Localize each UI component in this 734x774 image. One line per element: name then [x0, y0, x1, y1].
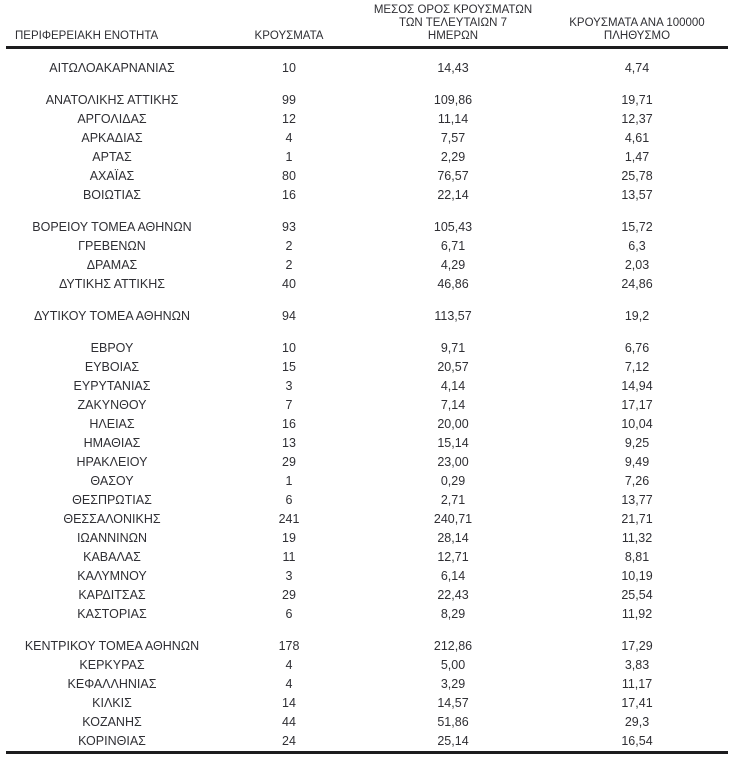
region-name-cell: ΔΡΑΜΑΣ: [86, 258, 138, 272]
per100k-cell: 14,94: [621, 379, 653, 393]
table-row: [6, 637, 728, 656]
header-row: [6, 4, 728, 48]
region-name-cell: ΔΥΤΙΚΗΣ ΑΤΤΙΚΗΣ: [59, 277, 165, 291]
region-name-cell: ΑΡΚΑΔΙΑΣ: [81, 131, 143, 145]
header-line: ΚΡΟΥΣΜΑΤΑ ΑΝΑ 100000: [569, 17, 705, 29]
region-name-cell: ΚΑΡΔΙΤΣΑΣ: [78, 588, 146, 602]
region-name-cell: ΗΜΑΘΙΑΣ: [83, 436, 141, 450]
cases-cell: 4: [285, 131, 293, 145]
cases-cell: 4: [285, 677, 293, 691]
cases-cell: 19: [282, 531, 296, 545]
table-row: [6, 415, 728, 434]
table-row: [6, 129, 728, 148]
table-row: [6, 237, 728, 256]
avg7-cell: 14,57: [437, 696, 469, 710]
cases-cell: 10: [282, 61, 296, 75]
header-line: ΜΕΣΟΣ ΟΡΟΣ ΚΡΟΥΣΜΑΤΩΝ: [373, 4, 533, 16]
region-name-cell: ΚΟΖΑΝΗΣ: [82, 715, 142, 729]
cases-cell: 14: [282, 696, 296, 710]
column-header-region: ΠΕΡΙΦΕΡΕΙΑΚΗ ΕΝΟΤΗΤΑ: [6, 4, 218, 48]
table-row: [6, 694, 728, 713]
table-row: [6, 434, 728, 453]
region-name-cell: ΒΟΡΕΙΟΥ ΤΟΜΕΑ ΑΘΗΝΩΝ: [32, 220, 192, 234]
per100k-cell: 11,32: [621, 531, 653, 545]
avg7-cell: 9,71: [440, 341, 466, 355]
region-name-cell: ΚΙΛΚΙΣ: [92, 696, 132, 710]
cases-cell: 16: [282, 188, 296, 202]
region-name-cell: ΒΟΙΩΤΙΑΣ: [82, 188, 142, 202]
header-line: ΤΩΝ ΤΕΛΕΥΤΑΙΩΝ 7: [399, 17, 507, 29]
group-gap: [6, 294, 728, 307]
region-name-cell: ΗΡΑΚΛΕΙΟΥ: [76, 455, 148, 469]
group-gap: [6, 326, 728, 339]
table-row: [6, 396, 728, 415]
cases-cell: 11: [282, 550, 296, 564]
group-gap: [6, 205, 728, 218]
region-name-cell: ΚΟΡΙΝΘΙΑΣ: [78, 734, 146, 748]
per100k-cell: 15,72: [621, 220, 653, 234]
avg7-cell: 20,00: [437, 417, 469, 431]
cases-cell: 4: [285, 658, 293, 672]
region-name-cell: ΖΑΚΥΝΘΟΥ: [77, 398, 147, 412]
cases-cell: 44: [282, 715, 296, 729]
avg7-cell: 6,14: [440, 569, 466, 583]
table-row: [6, 713, 728, 732]
avg7-cell: 12,71: [437, 550, 469, 564]
avg7-cell: 109,86: [433, 93, 473, 107]
cases-cell: 24: [282, 734, 296, 748]
table-row: [6, 548, 728, 567]
region-name-cell: ΑΝΑΤΟΛΙΚΗΣ ΑΤΤΙΚΗΣ: [45, 93, 179, 107]
region-name-cell: ΗΛΕΙΑΣ: [89, 417, 135, 431]
region-name-cell: ΑΙΤΩΛΟΑΚΑΡΝΑΝΙΑΣ: [49, 61, 175, 75]
avg7-cell: 113,57: [434, 309, 472, 323]
per100k-cell: 24,86: [621, 277, 653, 291]
per100k-cell: 9,49: [624, 455, 650, 469]
avg7-cell: 8,29: [440, 607, 466, 621]
table-row: [6, 307, 728, 326]
per100k-cell: 13,57: [621, 188, 653, 202]
column-header-7day-average: [360, 4, 546, 48]
per100k-cell: 10,04: [621, 417, 653, 431]
avg7-cell: 2,71: [440, 493, 466, 507]
region-name-cell: ΙΩΑΝΝΙΝΩΝ: [76, 531, 148, 545]
region-name-cell: ΑΡΓΟΛΙΔΑΣ: [77, 112, 147, 126]
per100k-cell: 12,37: [621, 112, 653, 126]
cases-cell: 6: [285, 493, 293, 507]
avg7-cell: 5,00: [440, 658, 466, 672]
cases-cell: 6: [285, 607, 293, 621]
table-body: [6, 48, 728, 753]
per100k-cell: 8,81: [624, 550, 650, 564]
avg7-cell: 28,14: [437, 531, 469, 545]
table-row: [6, 167, 728, 186]
table-row: [6, 339, 728, 358]
cases-cell: 29: [282, 455, 296, 469]
cases-cell: 3: [285, 379, 293, 393]
region-name-cell: ΕΒΡΟΥ: [90, 341, 134, 355]
table-row: [6, 59, 728, 78]
region-name-cell: ΕΥΒΟΙΑΣ: [84, 360, 140, 374]
table-row: [6, 377, 728, 396]
cases-cell: 94: [282, 309, 296, 323]
avg7-cell: 23,00: [437, 455, 469, 469]
cases-cell: 10: [282, 341, 296, 355]
per100k-cell: 9,25: [624, 436, 650, 450]
per100k-cell: 7,26: [624, 474, 650, 488]
avg7-cell: 20,57: [437, 360, 469, 374]
cases-cell: 40: [282, 277, 296, 291]
avg7-cell: 105,43: [433, 220, 473, 234]
table-row: [6, 732, 728, 753]
table-row: [6, 91, 728, 110]
table-row: [6, 256, 728, 275]
column-header-cases: ΚΡΟΥΣΜΑΤΑ: [218, 4, 360, 48]
per100k-cell: 13,77: [621, 493, 653, 507]
avg7-cell: 6,71: [440, 239, 466, 253]
cases-cell: 178: [278, 639, 300, 653]
cases-cell: 13: [282, 436, 296, 450]
header-line: ΠΛΗΘΥΣΜΟ: [603, 30, 671, 42]
table-row: [6, 275, 728, 294]
table-row: [6, 453, 728, 472]
cases-cell: 2: [285, 258, 293, 272]
table-row: [6, 675, 728, 694]
cases-cell: 29: [282, 588, 296, 602]
per100k-cell: 17,17: [621, 398, 653, 412]
table-row: [6, 605, 728, 624]
avg7-cell: 76,57: [437, 169, 469, 183]
table-row: [6, 148, 728, 167]
per100k-cell: 17,41: [621, 696, 653, 710]
cases-cell: 80: [282, 169, 296, 183]
per100k-cell: 6,76: [624, 341, 650, 355]
table-row: [6, 529, 728, 548]
table-header: [6, 4, 728, 48]
cases-cell: 93: [282, 220, 296, 234]
table-row: [6, 586, 728, 605]
region-name-cell: ΘΕΣΠΡΩΤΙΑΣ: [72, 493, 152, 507]
per100k-cell: 19,71: [621, 93, 653, 107]
per100k-cell: 3,83: [624, 658, 650, 672]
region-name-cell: ΑΧΑΪΑΣ: [89, 169, 135, 183]
per100k-cell: 6,3: [628, 239, 646, 253]
avg7-cell: 0,29: [440, 474, 466, 488]
region-name-cell: ΚΑΣΤΟΡΙΑΣ: [77, 607, 147, 621]
region-name-cell: ΚΑΒΑΛΑΣ: [83, 550, 141, 564]
per100k-cell: 29,3: [624, 715, 650, 729]
avg7-cell: 51,86: [437, 715, 469, 729]
table-row: [6, 510, 728, 529]
avg7-cell: 212,86: [433, 639, 473, 653]
avg7-cell: 3,29: [440, 677, 466, 691]
avg7-cell: 4,29: [440, 258, 466, 272]
group-gap: [6, 624, 728, 637]
cases-cell: 1: [285, 150, 293, 164]
per100k-cell: 19,2: [624, 309, 650, 323]
per100k-cell: 11,92: [621, 607, 653, 621]
header-line: ΗΜΕΡΩΝ: [427, 30, 479, 42]
table-row: [6, 186, 728, 205]
per100k-cell: 25,54: [621, 588, 653, 602]
avg7-cell: 7,57: [440, 131, 466, 145]
table-row: [6, 472, 728, 491]
region-name-cell: ΚΑΛΥΜΝΟΥ: [77, 569, 147, 583]
region-name-cell: ΘΕΣΣΑΛΟΝΙΚΗΣ: [63, 512, 161, 526]
per100k-cell: 4,61: [624, 131, 650, 145]
region-name-cell: ΓΡΕΒΕΝΩΝ: [78, 239, 146, 253]
avg7-cell: 11,14: [437, 112, 469, 126]
table-row: [6, 491, 728, 510]
cases-cell: 15: [282, 360, 296, 374]
region-name-cell: ΑΡΤΑΣ: [92, 150, 132, 164]
avg7-cell: 15,14: [437, 436, 469, 450]
avg7-cell: 2,29: [440, 150, 466, 164]
region-name-cell: ΚΕΡΚΥΡΑΣ: [79, 658, 145, 672]
group-gap: [6, 78, 728, 91]
per100k-cell: 21,71: [621, 512, 653, 526]
table-row: [6, 567, 728, 586]
region-name-cell: ΕΥΡΥΤΑΝΙΑΣ: [73, 379, 151, 393]
table-row: [6, 656, 728, 675]
column-header-cases-per-100k: [546, 4, 728, 48]
per100k-cell: 1,47: [624, 150, 650, 164]
avg7-cell: 22,43: [437, 588, 469, 602]
per100k-cell: 16,54: [621, 734, 653, 748]
cases-cell: 241: [278, 512, 300, 526]
region-name-cell: ΘΑΣΟΥ: [90, 474, 134, 488]
avg7-cell: 25,14: [437, 734, 469, 748]
cases-cell: 2: [285, 239, 293, 253]
region-name-cell: ΔΥΤΙΚΟΥ ΤΟΜΕΑ ΑΘΗΝΩΝ: [33, 309, 191, 323]
cases-cell: 16: [282, 417, 296, 431]
cases-cell: 99: [282, 93, 296, 107]
cases-cell: 3: [285, 569, 293, 583]
regional-cases-table: [6, 4, 728, 754]
avg7-cell: 22,14: [437, 188, 469, 202]
per100k-cell: 7,12: [624, 360, 650, 374]
table-row: [6, 358, 728, 377]
cases-cell: 1: [285, 474, 293, 488]
per100k-cell: 10,19: [621, 569, 653, 583]
per100k-cell: 25,78: [621, 169, 653, 183]
group-gap: [6, 48, 728, 60]
avg7-cell: 14,43: [437, 61, 469, 75]
cases-cell: 12: [282, 112, 296, 126]
per100k-cell: 17,29: [621, 639, 653, 653]
avg7-cell: 7,14: [440, 398, 466, 412]
per100k-cell: 11,17: [621, 677, 653, 691]
per100k-cell: 2,03: [624, 258, 650, 272]
region-name-cell: ΚΕΦΑΛΛΗΝΙΑΣ: [67, 677, 157, 691]
table-row: [6, 110, 728, 129]
per100k-cell: 4,74: [624, 61, 650, 75]
avg7-cell: 4,14: [440, 379, 466, 393]
cases-cell: 7: [285, 398, 293, 412]
table-row: [6, 218, 728, 237]
avg7-cell: 240,71: [433, 512, 473, 526]
region-name-cell: ΚΕΝΤΡΙΚΟΥ ΤΟΜΕΑ ΑΘΗΝΩΝ: [24, 639, 200, 653]
avg7-cell: 46,86: [437, 277, 469, 291]
